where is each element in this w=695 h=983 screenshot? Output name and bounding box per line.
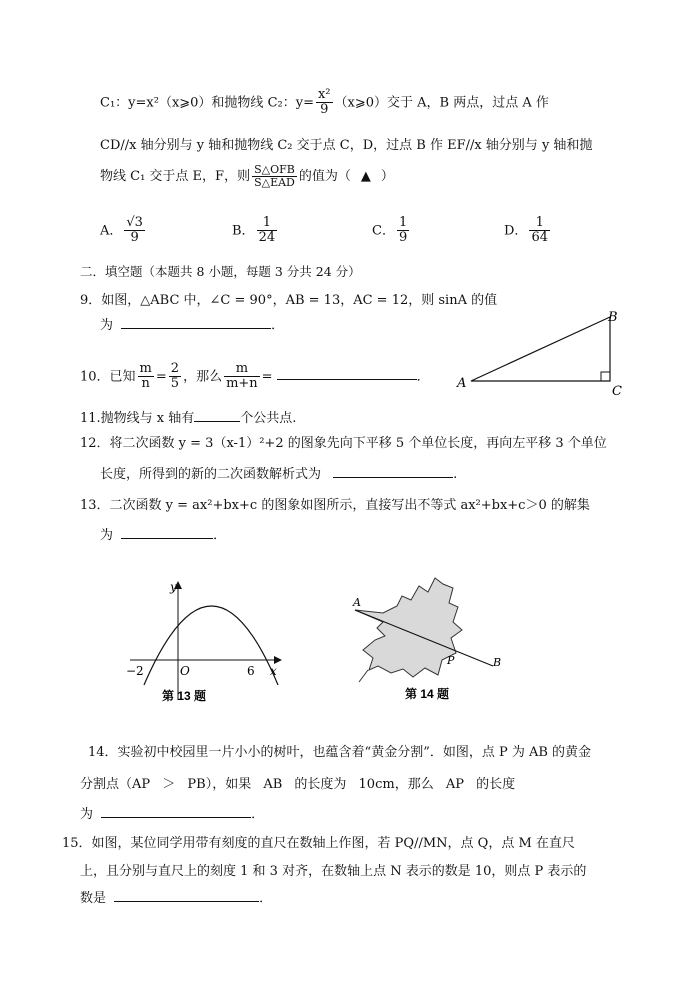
tick-label-6: 6 (247, 664, 255, 678)
figure-13-caption: 第 13 题 (162, 689, 207, 703)
q11-line: 11.抛物线与 x 轴有 个公共点. (80, 411, 297, 426)
point-label-b: B (493, 656, 502, 669)
label-a: A (457, 376, 467, 391)
q15-line3: 数是 ． (80, 891, 273, 906)
point-label-a: A (353, 596, 361, 609)
q8-option-a[interactable]: A． $\frac{√3}{9}$ (100, 215, 143, 246)
q8-line3: 物线 C₁ 交于点 E，F，则 $\frac{\text{S△OFB}}{\text{S△EAD}}$ 的值为（ ▲ ） (100, 163, 394, 190)
q14-line2: 分割点（AP ＞ PB），如果 AB 的长度为 10cm，那么 AP 的长度 (80, 777, 516, 792)
q8-line1 (100, 88, 549, 118)
q15-line2: 上，且分别与直尺上的刻度 1 和 3 对齐，在数轴上点 N 表示的数是 10，则点 P 表示的 (80, 864, 587, 879)
q14-line3: 为 ． (80, 807, 265, 822)
leaf-stem (359, 670, 368, 682)
q8-option-c[interactable]: C． $\frac{1}{9}$ (372, 215, 408, 246)
triangle-abc (471, 317, 610, 381)
q12-answer-blank[interactable] (333, 465, 453, 478)
point-label-p: P (447, 654, 455, 667)
figure-13-parabola (120, 575, 295, 715)
q8-line1-b: （x⩾0）交于 A，B 两点，过点 A 作 (334, 95, 549, 111)
q14-answer-blank[interactable] (101, 805, 251, 818)
right-angle-mark (601, 372, 610, 381)
figure-14-caption: 第 14 题 (405, 687, 450, 701)
q15-line1: 15．如图，某位同学用带有刻度的直尺在数轴上作图，若 PQ//MN，点 Q，点 M 在直尺 (62, 836, 575, 851)
parabola-curve (144, 606, 278, 685)
q11-answer-blank[interactable] (194, 409, 240, 422)
q9-line2: 为 ． (100, 318, 285, 333)
answer-marker: ▲ (360, 169, 371, 185)
q8-area-ratio: $\frac{\text{S△OFB}}{\text{S△EAD}}$ (254, 163, 295, 190)
axis-label-y: y (170, 580, 177, 594)
section-heading-fill-in: 二．填空题（本题共 8 小题，每题 3 分共 24 分） (80, 264, 361, 279)
label-c: C (612, 384, 622, 399)
origin-label: O (180, 664, 190, 678)
q12-line2: 长度，所得到的新的二次函数解析式为 . (100, 467, 458, 482)
q13-answer-blank[interactable] (121, 526, 213, 539)
tick-label-neg2: −2 (126, 664, 144, 678)
axis-label-x: x (270, 664, 277, 678)
label-b: B (608, 310, 618, 325)
q8-option-b[interactable]: B． $\frac{1}{24}$ (232, 215, 276, 246)
right-triangle-figure (455, 305, 630, 400)
figure-14-leaf (345, 570, 520, 710)
q8-line2: CD//x 轴分别与 y 轴和抛物线 C₂ 交于点 C，D，过点 B 作 EF//x 轴分别与 y 轴和抛 (100, 138, 593, 153)
q8-line1-a: C₁：y=x²（x⩾0）和抛物线 C₂：y= (100, 95, 314, 111)
leaf-shape (355, 578, 462, 677)
q12-line1: 12．将二次函数 y = 3（x-1）²+2 的图象先向下平移 5 个单位长度，再向左平移 3 个单位 (80, 436, 607, 451)
q13-line1: 13．二次函数 y = ax²+bx+c 的图象如图所示，直接写出不等式 ax²+bx+c＞0 的解集 (80, 498, 590, 513)
q8-option-d[interactable]: D． $\frac{1}{64}$ (504, 215, 548, 246)
q9-answer-blank[interactable] (121, 316, 271, 329)
q14-line1: 14．实验初中校园里一片小小的树叶，也蕴含着“黄金分割”．如图，点 P 为 AB 的黄金 (88, 745, 592, 760)
q8-fraction-x2-over-9: $\frac{\text{x²}}{9}$ (317, 87, 331, 118)
q10-line: 10．已知 $\frac{m}{n}$ = $\frac{2}{5}$ ，那么 $\frac{m}{m+n}$ = ． (80, 361, 430, 392)
q15-answer-blank[interactable] (114, 889, 259, 902)
q13-line2: 为 ． (100, 528, 227, 543)
q10-answer-blank[interactable] (277, 367, 417, 380)
q9-line1: 9．如图，△ABC 中，∠C = 90°，AB = 13，AC = 12，则 sinA 的值 (80, 293, 498, 308)
